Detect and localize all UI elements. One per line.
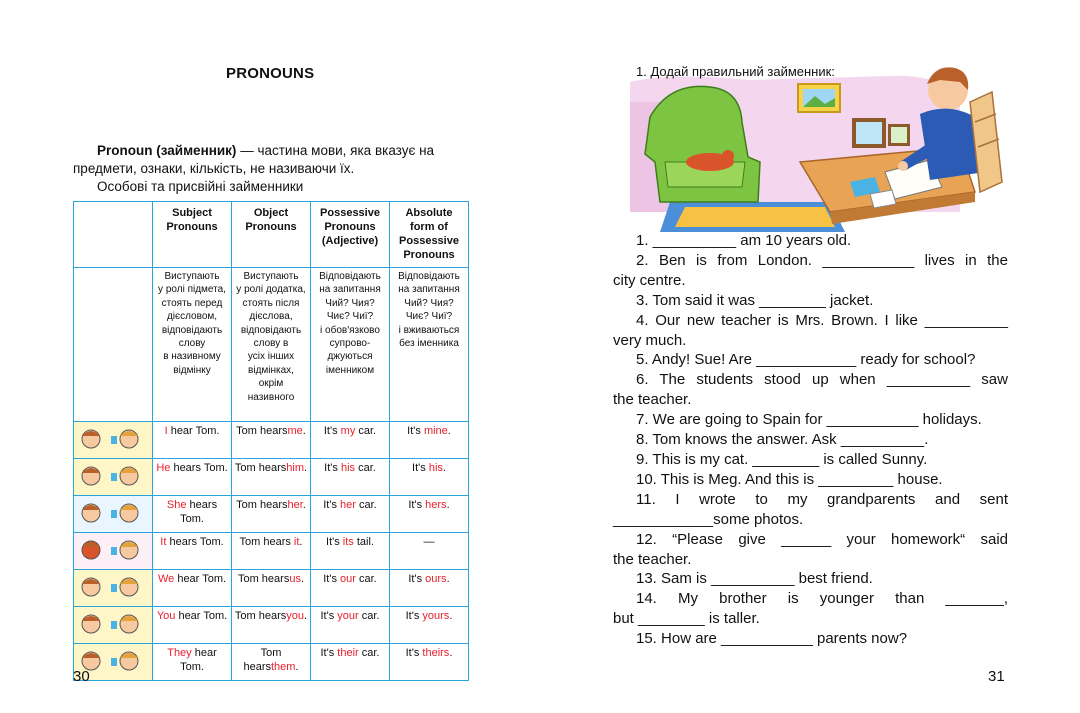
exercise-line: city centre.: [613, 271, 686, 289]
absolute-possessive: mine: [423, 425, 448, 437]
description-subject: Виступають у ролі підмета, стоять перед дієсловом, відповідають слову в називному відмінку: [153, 268, 232, 422]
exercise-line: ____________some photos.: [613, 510, 804, 528]
possessive-example-end: car.: [358, 610, 380, 622]
subject-example-text: hear Tom.: [174, 573, 227, 585]
exercise-line: 5. Andy! Sue! Are ____________ ready for school?: [636, 351, 976, 369]
possessive-example-end: tail.: [353, 536, 374, 548]
header-possessive: Possessive Pronouns (Adjective): [311, 202, 390, 268]
absolute-example-end: .: [449, 647, 453, 659]
exercise-line: 11. I wrote to my grandparents and sent: [636, 490, 1008, 508]
description-possessive: Відповідають на запитання Чий? Чия? Чиє? Чиї? і обов'язково супрово- джуються іменником: [311, 268, 390, 422]
possessive-adjective: your: [337, 610, 359, 622]
table-row: [74, 533, 469, 570]
kids-cartoon-icon: [75, 609, 151, 639]
exercise-line: 12. “Please give ______ your homework“ said: [636, 530, 1008, 548]
absolute-example-end: .: [449, 610, 453, 622]
possessive-example-text: It's: [323, 425, 341, 437]
subject-pronoun: She: [166, 499, 187, 511]
exercise-line: the teacher.: [613, 550, 692, 568]
possessive-example-text: It's: [324, 462, 341, 474]
subject-pronoun: I: [164, 425, 168, 437]
exercise-line: 14. My brother is younger than _______,: [636, 590, 1008, 608]
exercise-line: 9. This is my cat. ________ is called Sunny.: [636, 450, 928, 468]
object-pronoun: me: [287, 425, 303, 437]
table-row: [74, 496, 469, 533]
absolute-example-text: It's: [412, 462, 429, 474]
object-example-text: Tom hears: [243, 647, 282, 673]
absolute-possessive-cell: [390, 496, 469, 533]
possessive-example-end: car.: [355, 573, 377, 585]
absolute-example-text: It's: [405, 610, 423, 622]
object-pronoun: her: [287, 499, 303, 511]
exercise-list: [613, 231, 1008, 649]
possessive-adjective-cell: [311, 644, 390, 681]
subject-example-text: hear Tom.: [167, 425, 220, 437]
possessive-adjective: its: [342, 536, 354, 548]
exercise-line: 15. How are ___________ parents now?: [636, 630, 908, 648]
subject-pronoun-cell: [153, 422, 232, 459]
intro-paragraph: [73, 142, 473, 196]
object-example-text: Tom hears: [236, 425, 288, 437]
object-example-text: Tom hears: [234, 610, 287, 622]
subject-example-text: hears Tom.: [166, 536, 224, 548]
exercise-line: 6. The students stood up when __________ saw: [636, 371, 1008, 389]
absolute-possessive-cell: [390, 644, 469, 681]
possessive-example-end: car.: [355, 462, 376, 474]
object-example-end: .: [304, 610, 308, 622]
absolute-possessive-cell: [390, 607, 469, 644]
subject-pronoun: It: [160, 536, 167, 548]
object-pronoun-cell: [232, 570, 311, 607]
absolute-possessive-cell: [390, 422, 469, 459]
possessive-example-text: It's: [323, 499, 341, 511]
page-title: PRONOUNS: [226, 65, 315, 82]
absolute-possessive: ours: [425, 573, 447, 585]
kids-cartoon-icon: [75, 424, 151, 454]
object-example-text: Tom hears: [237, 573, 290, 585]
exercise-line: 8. Tom knows the answer. Ask __________.: [636, 431, 929, 449]
absolute-possessive-cell: [390, 570, 469, 607]
table-row: [74, 644, 469, 681]
possessive-adjective-cell: [311, 496, 390, 533]
object-pronoun-cell: [232, 607, 311, 644]
subject-pronoun-cell: [153, 533, 232, 570]
header-absolute: Absolute form of Possessive Pronouns: [390, 202, 469, 268]
kids-cartoon-icon: [75, 461, 151, 491]
possessive-adjective: my: [340, 425, 356, 437]
possessive-example-end: car.: [358, 647, 380, 659]
exercise-line: 13. Sam is __________ best friend.: [636, 570, 873, 588]
object-example-end: .: [302, 499, 306, 511]
absolute-example-end: .: [447, 425, 451, 437]
subject-pronoun-cell: [153, 644, 232, 681]
absolute-example-end: .: [446, 499, 450, 511]
pronoun-picture-cell: [74, 607, 153, 644]
intro-line-1: — частина мови, яка вказує на: [236, 143, 435, 158]
subject-pronoun: They: [167, 647, 192, 659]
subject-pronoun-cell: [153, 570, 232, 607]
table-description-row: [74, 268, 469, 422]
pronouns-table: [73, 201, 469, 681]
subject-example-text: hear Tom.: [175, 610, 228, 622]
absolute-example-text: It's: [408, 499, 426, 511]
subject-example-text: hears Tom.: [170, 462, 228, 474]
possessive-example-end: car.: [355, 425, 377, 437]
header-object: Object Pronouns: [232, 202, 311, 268]
table-row: [74, 607, 469, 644]
absolute-example-text: —: [423, 536, 435, 548]
table-row: [74, 570, 469, 607]
page-number-right: 31: [988, 668, 1005, 685]
exercise-line: 7. We are going to Spain for ___________ holidays.: [636, 411, 982, 429]
intro-line-3: Особові та присвійні займенники: [97, 179, 304, 194]
kids-cartoon-icon: [75, 498, 151, 528]
absolute-possessive-cell: [390, 533, 469, 570]
possessive-example-text: It's: [323, 573, 341, 585]
object-pronoun: us: [289, 573, 301, 585]
possessive-adjective-cell: [311, 459, 390, 496]
exercise-line: 4. Our new teacher is Mrs. Brown. I like __________: [636, 311, 1008, 329]
possessive-adjective: their: [337, 647, 359, 659]
object-example-text: Tom hears: [236, 499, 288, 511]
object-pronoun-cell: [232, 422, 311, 459]
object-pronoun-cell: [232, 459, 311, 496]
task-heading: 1. Додай правильний займенник:: [636, 64, 835, 79]
object-example-end: .: [302, 425, 306, 437]
table-header-row: [74, 202, 469, 268]
page-number-left: 30: [73, 668, 90, 685]
possessive-adjective-cell: [311, 533, 390, 570]
absolute-example-text: It's: [407, 425, 424, 437]
absolute-example-text: It's: [408, 573, 426, 585]
possessive-example-end: car.: [355, 499, 377, 511]
pronoun-picture-cell: [74, 570, 153, 607]
object-example-end: .: [300, 573, 305, 585]
possessive-example-text: It's: [320, 647, 338, 659]
intro-line-2: предмети, ознаки, кількість, не називаючи їх.: [73, 161, 355, 176]
pronoun-rows: [74, 422, 469, 681]
absolute-possessive: yours: [422, 610, 450, 622]
exercise-line: very much.: [613, 331, 687, 349]
exercise-line: 2. Ben is from London. ___________ lives in the: [636, 251, 1008, 269]
subject-example-text: hears Tom.: [180, 499, 218, 525]
absolute-possessive-cell: [390, 459, 469, 496]
possessive-adjective: her: [340, 499, 356, 511]
subject-pronoun: He: [156, 462, 171, 474]
object-example-end: .: [299, 536, 303, 548]
pronoun-picture-cell: [74, 533, 153, 570]
exercise-line: but ________ is taller.: [613, 610, 760, 628]
pronoun-picture-cell: [74, 496, 153, 533]
subject-pronoun: We: [157, 573, 175, 585]
subject-pronoun-cell: [153, 496, 232, 533]
header-empty-cell: [74, 202, 153, 268]
description-empty-cell: [74, 268, 153, 422]
possessive-adjective: our: [340, 573, 356, 585]
kids-cartoon-icon: [75, 535, 151, 565]
right-page: [540, 0, 1080, 713]
header-subject: Subject Pronouns: [153, 202, 232, 268]
possessive-adjective: his: [340, 462, 356, 474]
object-pronoun: it: [293, 536, 300, 548]
exercise-line: 1. __________ am 10 years old.: [636, 232, 852, 249]
subject-pronoun-cell: [153, 607, 232, 644]
object-pronoun-cell: [232, 496, 311, 533]
object-example-text: Tom hears: [234, 462, 287, 474]
object-pronoun: him: [286, 462, 305, 474]
possessive-adjective-cell: [311, 607, 390, 644]
object-pronoun: them: [271, 661, 296, 673]
intro-term: Pronoun (займенник): [97, 143, 237, 158]
subject-pronoun-cell: [153, 459, 232, 496]
kids-cartoon-icon: [75, 572, 151, 602]
exercise-line: 3. Tom said it was ________ jacket.: [636, 291, 874, 309]
exercise-line: the teacher.: [613, 391, 692, 409]
subject-pronoun: You: [156, 610, 176, 622]
object-example-text: Tom hears: [239, 536, 294, 548]
possessive-example-text: It's: [326, 536, 343, 548]
object-pronoun-cell: [232, 533, 311, 570]
boy-writing-illustration: [630, 62, 1011, 232]
description-object: Виступають у ролі додатка, стоять після дієслова, відповідають слову в усіх інших відмінках, окрім називного: [232, 268, 311, 422]
table-row: [74, 422, 469, 459]
possessive-adjective-cell: [311, 422, 390, 459]
absolute-example-end: .: [442, 462, 446, 474]
object-example-end: .: [304, 462, 308, 474]
possessive-example-text: It's: [320, 610, 338, 622]
subject-example-text: hear Tom.: [180, 647, 217, 673]
absolute-possessive: theirs: [422, 647, 450, 659]
object-pronoun-cell: [232, 644, 311, 681]
exercise-line: 10. This is Meg. And this is _________ house.: [636, 470, 943, 488]
absolute-example-end: .: [446, 573, 450, 585]
description-absolute: Відповідають на запитання Чий? Чия? Чиє? Чиї? і вживаються без іменника: [390, 268, 469, 422]
possessive-adjective-cell: [311, 570, 390, 607]
object-example-end: .: [295, 661, 299, 673]
absolute-example-text: It's: [405, 647, 423, 659]
object-pronoun: you: [286, 610, 305, 622]
pronoun-picture-cell: [74, 422, 153, 459]
pronoun-picture-cell: [74, 459, 153, 496]
absolute-possessive: hers: [425, 499, 447, 511]
absolute-possessive: his: [428, 462, 443, 474]
table-row: [74, 459, 469, 496]
